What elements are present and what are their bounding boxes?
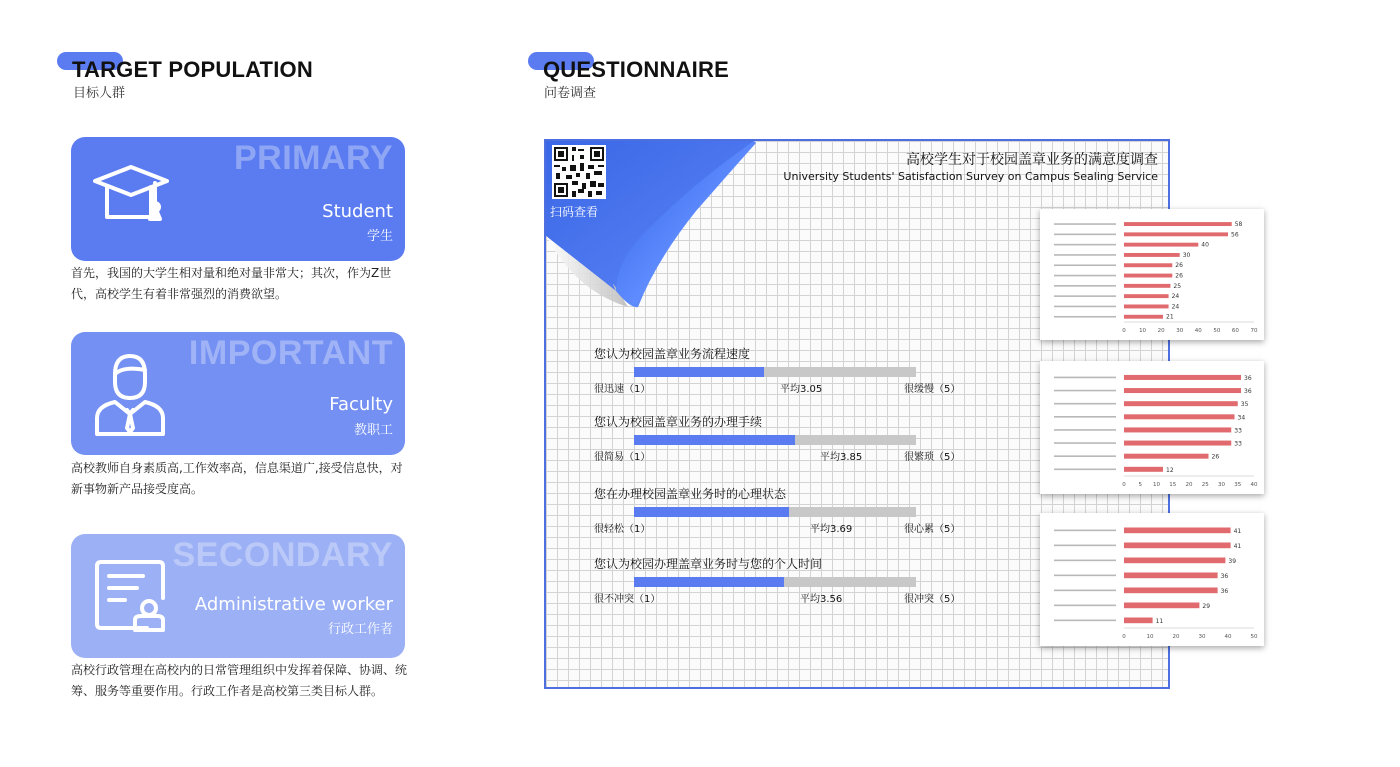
chart-bar	[1124, 315, 1163, 319]
x-tick-label: 15	[1169, 482, 1177, 488]
card-zh-label: 学生	[366, 229, 393, 244]
chart-bar	[1124, 401, 1238, 406]
x-tick-label: 40	[1224, 634, 1232, 640]
rating-bar-fill	[634, 577, 784, 587]
survey-title	[783, 149, 1158, 183]
card-en-label: Faculty	[329, 394, 393, 415]
category-label	[1054, 390, 1116, 392]
chart-bar	[1124, 603, 1199, 609]
x-tick-label: 5	[1138, 482, 1142, 488]
category-label	[1054, 295, 1116, 297]
x-tick-label: 70	[1250, 328, 1258, 334]
bar-value-label: 26	[1175, 272, 1183, 280]
question-text: 您认为校园盖章业务的办理手续	[594, 415, 763, 429]
chart-bar	[1124, 294, 1169, 298]
bar-value-label: 58	[1234, 221, 1243, 229]
category-label	[1054, 244, 1116, 246]
chart-bar	[1124, 573, 1218, 579]
chart-bar	[1124, 284, 1170, 288]
category-label	[1054, 575, 1116, 577]
category-label	[1054, 416, 1116, 418]
chart-bar	[1124, 253, 1180, 257]
rating-bar-fill	[634, 367, 764, 377]
left-section-title: TARGET POPULATION	[72, 57, 313, 82]
chart-bar	[1124, 454, 1209, 459]
rating-high-label: 很冲突（5）	[904, 594, 961, 605]
category-label	[1054, 590, 1116, 592]
x-tick-label: 30	[1218, 482, 1225, 488]
card-en-label: Student	[322, 201, 393, 222]
rating-high-label: 很心累（5）	[904, 524, 961, 535]
bar-value-label: 33	[1234, 427, 1242, 435]
chart-bar	[1124, 618, 1153, 624]
category-label	[1054, 316, 1116, 318]
question-item	[594, 345, 961, 395]
chart-bar	[1124, 222, 1232, 226]
x-tick-label: 20	[1157, 328, 1165, 334]
chart-bar	[1124, 375, 1241, 380]
left-section-subtitle: 目标人群	[73, 86, 126, 101]
x-tick-label: 20	[1185, 482, 1193, 488]
rating-low-label: 很轻松（1）	[594, 524, 651, 535]
bar-value-label: 41	[1233, 528, 1242, 536]
x-tick-label: 60	[1231, 328, 1239, 334]
bar-value-label: 36	[1220, 573, 1229, 581]
chart-bar	[1124, 232, 1228, 236]
x-tick-label: 10	[1139, 328, 1147, 334]
x-tick-label: 20	[1172, 634, 1180, 640]
bar-value-label: 24	[1171, 303, 1180, 311]
bar-value-label: 33	[1234, 440, 1242, 448]
category-label	[1054, 377, 1116, 379]
card-description: 高校教师自身素质高,工作效率高，信息渠道广,接受信息快，对新事物新产品接受度高。	[71, 461, 403, 496]
right-section-subtitle: 问卷调查	[544, 86, 597, 101]
bar-value-label: 41	[1233, 543, 1242, 551]
x-tick-label: 40	[1194, 328, 1202, 334]
card-en-label: Administrative worker	[194, 594, 393, 615]
bar-value-label: 39	[1228, 558, 1237, 566]
chart-bar	[1124, 543, 1231, 549]
x-tick-label: 30	[1176, 328, 1184, 334]
rating-high-label: 很缓慢（5）	[904, 384, 961, 395]
x-tick-label: 50	[1250, 634, 1258, 640]
survey-title-zh: 高校学生对于校园盖章业务的满意度调查	[906, 152, 1158, 168]
card-tier-label: SECONDARY	[172, 536, 393, 574]
certificate-icon	[93, 558, 169, 640]
x-tick-label: 50	[1213, 328, 1221, 334]
category-label	[1054, 285, 1116, 287]
bar-value-label: 36	[1220, 588, 1229, 596]
rating-low-label: 很不冲突（1）	[594, 594, 661, 605]
rating-high-label: 很繁琐（5）	[904, 452, 961, 463]
category-label	[1054, 264, 1116, 266]
bar-value-label: 30	[1182, 251, 1191, 259]
bar-value-label: 36	[1244, 388, 1252, 396]
bar-value-label: 12	[1166, 466, 1174, 474]
rating-low-label: 很迅速（1）	[594, 384, 651, 395]
bar-value-label: 24	[1171, 293, 1180, 301]
bar-value-label: 34	[1237, 414, 1246, 422]
card-important	[71, 332, 405, 455]
chart-bar	[1124, 528, 1231, 534]
category-label	[1054, 442, 1116, 444]
chart-bar	[1124, 427, 1231, 432]
x-tick-label: 40	[1250, 482, 1258, 488]
category-label	[1054, 275, 1116, 277]
category-label	[1054, 455, 1116, 457]
category-label	[1054, 605, 1116, 607]
category-label	[1054, 234, 1116, 236]
mini-chart-2	[1040, 361, 1264, 494]
chart-bar	[1124, 263, 1172, 267]
category-label	[1054, 254, 1116, 256]
rating-bar-fill	[634, 507, 789, 517]
x-tick-label: 30	[1198, 634, 1206, 640]
category-label	[1054, 429, 1116, 431]
bar-value-label: 56	[1231, 231, 1239, 239]
chart-bar	[1124, 243, 1198, 247]
bar-value-label: 25	[1173, 282, 1182, 290]
rating-bar	[634, 367, 916, 377]
bar-value-label: 26	[1211, 453, 1220, 461]
category-label	[1054, 560, 1116, 562]
question-text: 您认为校园办理盖章业务时与您的个人时间	[594, 557, 823, 571]
card-description: 高校行政管理在高校内的日常管理组织中发挥着保障、协调、统筹、服务等重要作用。行政工作者是高校第三类目标人群。	[71, 663, 408, 698]
rating-average-label: 平均3.85	[820, 452, 863, 463]
category-label	[1054, 530, 1116, 532]
category-label	[1054, 403, 1116, 405]
bar-value-label: 26	[1175, 262, 1183, 270]
rating-average-label: 平均3.69	[810, 524, 853, 535]
rating-average-label: 平均3.56	[800, 594, 843, 605]
chart-bar	[1124, 467, 1163, 472]
bar-value-label: 11	[1155, 618, 1164, 626]
card-primary	[71, 137, 405, 261]
mini-chart-3	[1040, 513, 1264, 646]
chart-bar	[1124, 558, 1225, 564]
graduation-cap-icon	[89, 161, 173, 249]
card-tier-label: IMPORTANT	[188, 334, 393, 372]
question-item	[594, 413, 961, 463]
bar-value-label: 29	[1202, 603, 1211, 611]
rating-average-label: 平均3.05	[780, 384, 823, 395]
bar-value-label: 36	[1244, 374, 1252, 382]
bar-value-label: 35	[1240, 401, 1249, 409]
x-tick-label: 0	[1122, 328, 1126, 334]
x-tick-label: 10	[1153, 482, 1160, 488]
bar-value-label: 40	[1201, 241, 1209, 249]
bar-value-label: 21	[1166, 313, 1174, 321]
card-zh-label: 行政工作者	[327, 622, 393, 637]
question-item	[594, 555, 961, 605]
person-tie-icon	[93, 352, 167, 442]
x-tick-label: 25	[1201, 482, 1209, 488]
x-tick-label: 0	[1122, 634, 1126, 640]
chart-bar	[1124, 588, 1218, 594]
card-description: 首先，我国的大学生相对量和绝对量非常大；其次，作为Z世代，高校学生有着非常强烈的消费欲望。	[71, 266, 392, 301]
scan-to-view-label: 扫码查看	[550, 205, 599, 219]
category-label	[1054, 469, 1116, 471]
question-text: 您认为校园盖章业务流程速度	[594, 347, 751, 361]
x-tick-label: 10	[1146, 634, 1154, 640]
survey-title-en: University Students' Satisfaction Survey on Campus Sealing Service	[783, 170, 1158, 183]
mini-chart-svg	[1040, 361, 1264, 494]
mini-chart-1	[1040, 209, 1264, 340]
chart-bar	[1124, 414, 1235, 419]
rating-bar-fill	[634, 435, 795, 445]
x-tick-label: 35	[1234, 482, 1242, 488]
chart-bar	[1124, 441, 1231, 446]
card-zh-label: 教职工	[353, 423, 393, 438]
category-label	[1054, 545, 1116, 547]
rating-low-label: 很简易（1）	[594, 452, 651, 463]
mini-chart-svg	[1040, 513, 1264, 646]
qr-code-icon[interactable]	[552, 145, 606, 199]
card-tier-label: PRIMARY	[233, 139, 393, 177]
category-label	[1054, 306, 1116, 308]
card-secondary	[71, 534, 405, 658]
category-label	[1054, 223, 1116, 225]
category-label	[1054, 620, 1116, 622]
rating-bar	[634, 435, 916, 445]
question-text: 您在办理校园盖章业务时的心理状态	[594, 487, 787, 501]
chart-bar	[1124, 388, 1241, 393]
right-section-title: QUESTIONNAIRE	[543, 57, 729, 82]
question-item	[594, 485, 961, 535]
mini-chart-svg	[1040, 209, 1264, 340]
chart-bar	[1124, 304, 1169, 308]
x-tick-label: 0	[1122, 482, 1126, 488]
chart-bar	[1124, 274, 1172, 278]
rating-bar	[634, 507, 916, 517]
rating-bar	[634, 577, 916, 587]
